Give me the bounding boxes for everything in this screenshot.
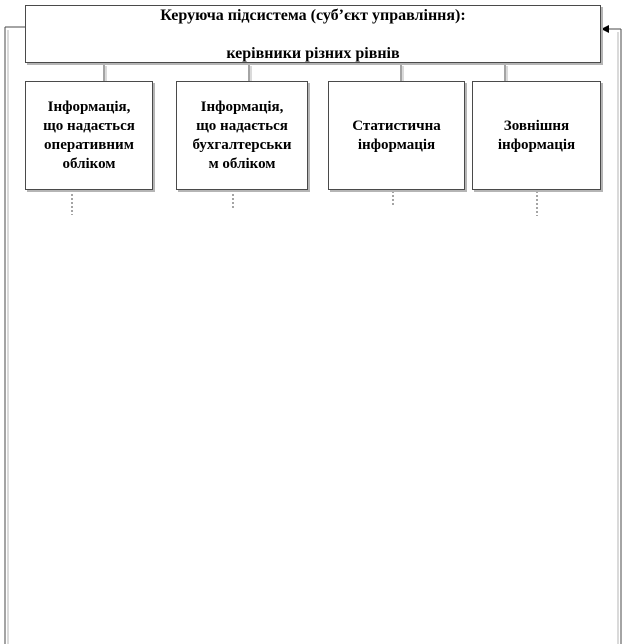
control-subsystem-subtitle: керівники різних рівнів [226, 44, 400, 62]
statistical-info-label: Статистична інформація [352, 117, 441, 153]
external-info-box [472, 81, 601, 190]
arrow-left-icon [601, 25, 609, 33]
statistical-info-box [328, 81, 465, 190]
external-info-label: Зовнішня інформація [497, 117, 576, 153]
control-subsystem-box [25, 5, 601, 63]
control-subsystem-title: Керуюча підсистема (суб’єкт управління): [160, 6, 466, 24]
operational-accounting-info-label: Інформація, що надається оперативним обліком [43, 98, 135, 172]
operational-accounting-info-box [25, 81, 153, 190]
bookkeeping-info-label: Інформація, що надається бухгалтерськи м обліком [192, 98, 292, 172]
bookkeeping-info-box [176, 81, 308, 190]
